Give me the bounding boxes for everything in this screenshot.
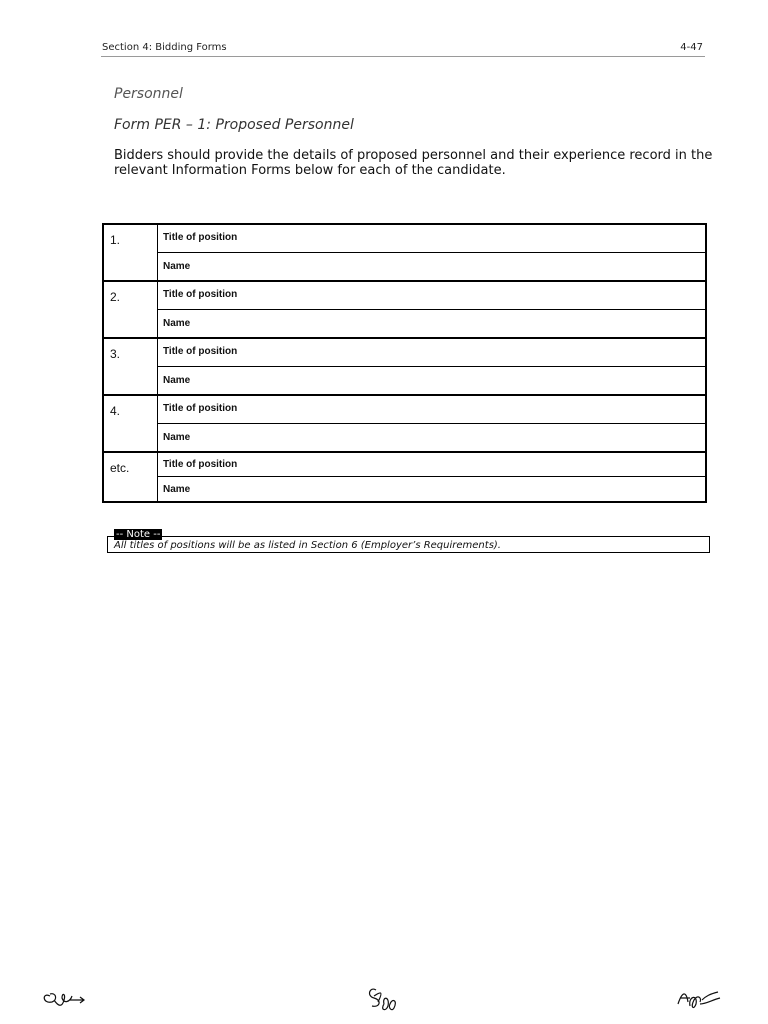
name-field[interactable]: Name <box>158 367 707 396</box>
title-of-position-field[interactable]: Title of position <box>158 395 707 424</box>
name-field[interactable]: Name <box>158 424 707 453</box>
signature-center-icon <box>362 982 422 1014</box>
personnel-table <box>102 223 707 503</box>
section-title: Personnel <box>114 86 183 102</box>
name-field[interactable]: Name <box>158 310 707 339</box>
title-of-position-field[interactable]: Title of position <box>158 338 707 367</box>
personnel-entry-1 <box>103 224 706 281</box>
signature-right-icon <box>672 982 732 1014</box>
form-title: Form PER – 1: Proposed Personnel <box>114 117 354 133</box>
personnel-entry-etc <box>103 452 706 502</box>
entry-number: 3. <box>103 338 158 395</box>
header-section: Section 4: Bidding Forms <box>102 42 227 53</box>
entry-number: 2. <box>103 281 158 338</box>
title-of-position-field[interactable]: Title of position <box>158 224 707 253</box>
entry-number: etc. <box>103 452 158 502</box>
personnel-entry-3 <box>103 338 706 395</box>
name-field[interactable]: Name <box>158 253 707 282</box>
note-tag: -- Note -- <box>116 529 161 540</box>
name-field[interactable]: Name <box>158 477 707 503</box>
entry-number: 1. <box>103 224 158 281</box>
note-box: All titles of positions will be as listed in Section 6 (Employer’s Requirements). <box>107 536 710 553</box>
intro-paragraph: Bidders should provide the details of proposed personnel and their experience record in the relevant Information Forms below for each of the candidate. <box>114 148 713 178</box>
page-header <box>101 41 705 57</box>
title-of-position-field[interactable]: Title of position <box>158 281 707 310</box>
personnel-entry-2 <box>103 281 706 338</box>
header-page-number: 4-47 <box>680 42 703 53</box>
personnel-entry-4 <box>103 395 706 452</box>
title-of-position-field[interactable]: Title of position <box>158 452 707 477</box>
signature-left-icon <box>40 982 100 1014</box>
entry-number: 4. <box>103 395 158 452</box>
